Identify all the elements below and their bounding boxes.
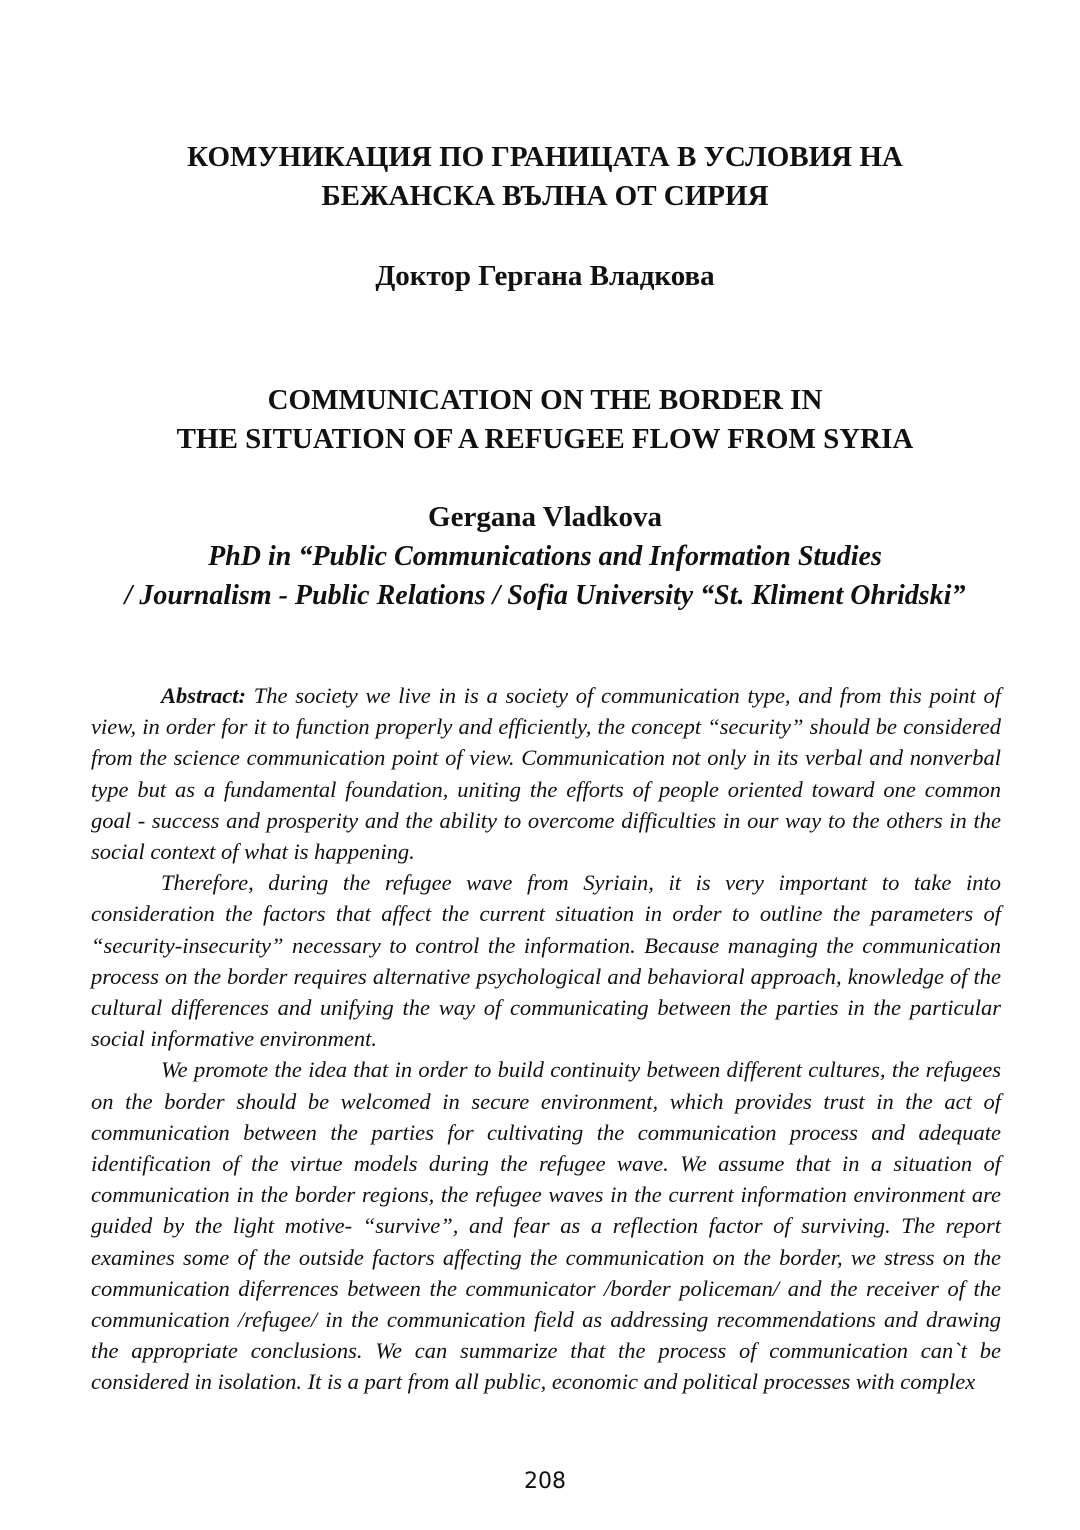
bulgarian-title <box>90 138 1000 216</box>
english-title <box>60 381 1030 459</box>
page-number: 208 <box>524 1469 566 1494</box>
english-title-line-1: COMMUNICATION ON THE BORDER IN <box>267 384 823 416</box>
abstract-paragraph-1-text: The society we live in is a society of communication type, and from this point of view, in order for it to function properly and efficiently, the concept “security” should be considered from the science communication point of view. Communication not only in its verbal and nonverbal type but as a fundamental foundation, uniting the efforts of people oriented toward one common goal - success and prosperity and the ability to overcome difficulties in our way to the others in the social context of what is happening. <box>91 683 1001 865</box>
abstract-label: Abstract: <box>161 683 247 708</box>
abstract-paragraph-1 <box>91 680 1001 867</box>
english-author: Gergana Vladkova <box>428 501 662 533</box>
abstract-paragraph-3: We promote the idea that in order to build continuity between different cultures, the refugees on the border should be welcomed in secure environment, which provides trust in the act of communication between the parties for cultivating the communication process and adequate identification of the virtue models during the refugee wave. We assume that in a situation of communication in the border regions, the refugee waves in the current information environment are guided by the light motive- “survive”, and fear as a reflection factor of surviving. The report examines some of the outside factors affecting the communication on the border, we stress on the communication diferrences between the communicator /border policeman/ and the receiver of the communication /refugee/ in the communication field as addressing recommendations and drawing the appropriate conclusions. We can summarize that the process of communication can`t be considered in isolation. It is a part from all public, economic and political processes with complex <box>91 1057 1001 1395</box>
english-title-line-2: THE SITUATION OF A REFUGEE FLOW FROM SYRIA <box>176 423 914 455</box>
bulgarian-author: Доктор Гергана Владкова <box>375 260 715 292</box>
bulgarian-title-line-2: БЕЖАНСКА ВЪЛНА ОТ СИРИЯ <box>321 180 769 212</box>
affiliation-line-1: PhD in “Public Communications and Information Studies <box>208 541 882 572</box>
author-affiliation <box>60 537 1030 615</box>
bulgarian-title-line-1: КОМУНИКАЦИЯ ПО ГРАНИЦАТА В УСЛОВИЯ НА <box>187 141 903 173</box>
affiliation-line-2: / Journalism - Public Relations / Sofia University “St. Kliment Ohridski” <box>124 580 966 611</box>
abstract <box>91 680 1001 1398</box>
abstract-paragraph-2: Therefore, during the refugee wave from Syriain, it is very important to take into consideration the factors that affect the current situation in order to outline the parameters of “security-insecurity” necessary to control the information. Because managing the communication process on the border requires alternative psychological and behavioral approach, knowledge of the cultural differences and unifying the way of communicating between the parties in the particular social informative environment. <box>91 870 1001 1052</box>
